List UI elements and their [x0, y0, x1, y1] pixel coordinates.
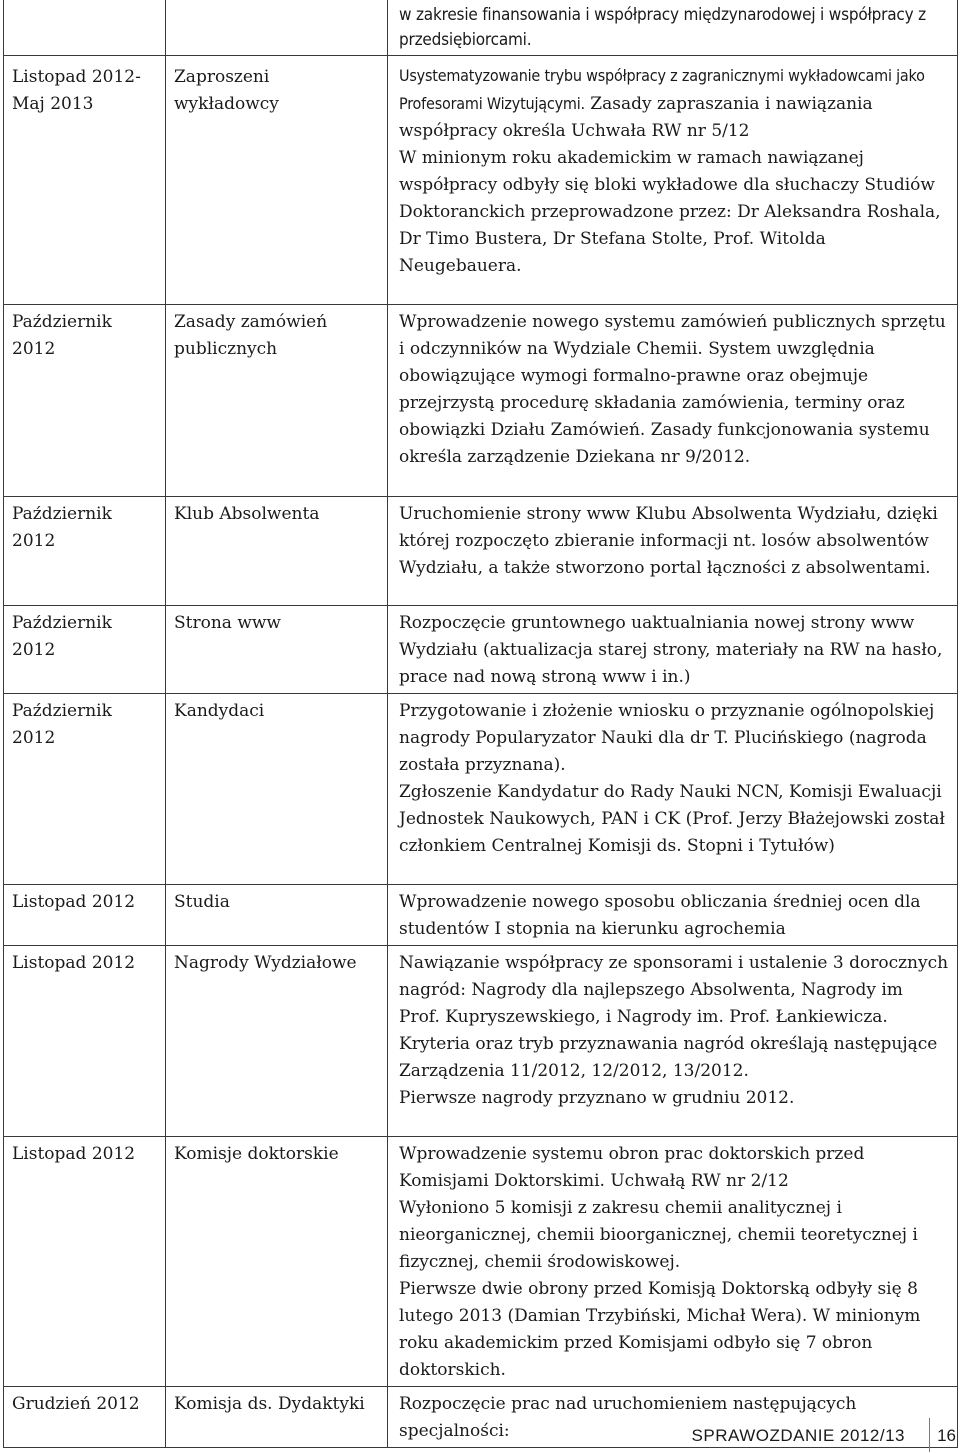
topic-cell: Strona www — [166, 606, 388, 694]
table-row — [4, 694, 958, 885]
report-table — [3, 0, 958, 1448]
description-paragraph: Uruchomienie strony www Klubu Absolwenta Wydziału, dzięki której rozpoczęto zbieranie informacji nt. losów absolwentów Wydziału, a także stworzono portal łączności z absolwentami. — [399, 504, 938, 578]
date-cell: Listopad 2012 — [4, 1137, 166, 1387]
description-paragraph: Pierwsze dwie obrony przed Komisją Doktorską odbyły się 8 lutego 2013 (Damian Trzybiński, Michał Wera). W minionym roku akademickim przed Komisjami odbyło się 7 obron doktorskich. — [399, 1279, 921, 1380]
date-cell — [4, 0, 166, 56]
description-cell — [388, 885, 958, 946]
description-paragraph: W minionym roku akademickim w ramach nawiązanej współpracy odbyły się bloki wykładowe dla słuchaczy Studiów Doktoranckich przeprowadzone przez: Dr Aleksandra Roshala, Dr Timo Bustera, Dr Stefana Stolte, Prof. Witolda Neugebauera. — [399, 148, 941, 276]
description-cell — [388, 1137, 958, 1387]
date-cell: Listopad 2012- Maj 2013 — [4, 56, 166, 305]
table-row — [4, 1137, 958, 1387]
topic-cell: Kandydaci — [166, 694, 388, 885]
date-cell: Grudzień 2012 — [4, 1387, 166, 1448]
description-cell — [388, 56, 958, 305]
date-cell: Listopad 2012 — [4, 946, 166, 1137]
topic-cell: Studia — [166, 885, 388, 946]
page-footer — [660, 1418, 960, 1452]
description-cell — [388, 0, 958, 56]
date-cell: Listopad 2012 — [4, 885, 166, 946]
description-paragraph: Wprowadzenie nowego systemu zamówień publicznych sprzętu i odczynników na Wydziale Chemii. System uwzględnia obowiązujące wymogi formalno-prawne oraz obejmuje przejrzystą procedurę składania zamówienia, terminy oraz obowiązki Działu Zamówień. Zasady funkcjonowania systemu określa zarządzenie Dziekana nr 9/2012. — [399, 312, 946, 467]
topic-cell: Zaproszeni wykładowcy — [166, 56, 388, 305]
topic-cell: Komisje doktorskie — [166, 1137, 388, 1387]
description-paragraph: Pierwsze nagrody przyznano w grudniu 2012. — [399, 1088, 795, 1108]
description-paragraph: Usystematyzowanie trybu współpracy z zagranicznymi wykładowcami jako Profesorami Wizytującymi. — [399, 66, 925, 113]
description-cell — [388, 606, 958, 694]
report-title-footer: SPRAWOZDANIE 2012/13 — [691, 1426, 905, 1445]
description-paragraph: Wprowadzenie nowego sposobu obliczania średniej ocen dla studentów I stopnia na kierunku agrochemia — [399, 892, 921, 939]
table-row — [4, 885, 958, 946]
description-cell — [388, 305, 958, 497]
date-cell: Październik 2012 — [4, 497, 166, 606]
table-row — [4, 56, 958, 305]
description-cell — [388, 694, 958, 885]
table-row — [4, 946, 958, 1137]
description-paragraph: Zgłoszenie Kandydatur do Rady Nauki NCN, Komisji Ewaluacji Jednostek Naukowych, PAN i CK (Prof. Jerzy Błażejowski został członkiem Centralnej Komisji ds. Stopni i Tytułów) — [399, 782, 945, 856]
footer-divider — [929, 1418, 930, 1452]
topic-cell — [166, 0, 388, 56]
topic-cell: Komisja ds. Dydaktyki — [166, 1387, 388, 1448]
description-paragraph: Wyłoniono 5 komisji z zakresu chemii analitycznej i nieorganicznej, chemii bioorganicznej, chemii teoretycznej i fizycznej, chemii środowiskowej. — [399, 1198, 918, 1272]
description-paragraph: w zakresie finansowania i współpracy międzynarodowej i współpracy z przedsiębiorcami. — [399, 5, 926, 50]
table-row — [4, 497, 958, 606]
description-cell — [388, 497, 958, 606]
topic-cell: Klub Absolwenta — [166, 497, 388, 606]
table-row — [4, 305, 958, 497]
topic-cell: Zasady zamówień publicznych — [166, 305, 388, 497]
description-paragraph: Zasady zapraszania i nawiązania współpracy określa Uchwała RW nr 5/12 — [399, 94, 873, 141]
date-cell: Październik 2012 — [4, 305, 166, 497]
date-cell: Październik 2012 — [4, 606, 166, 694]
page-number: 16 — [937, 1426, 956, 1445]
description-paragraph: Nawiązanie współpracy ze sponsorami i ustalenie 3 dorocznych nagród: Nagrody dla najlepszego Absolwenta, Nagrody im Prof. Kupryszewskiego, i Nagrody im. Prof. Łankiewicza. Kryteria oraz tryb przyznawania nagród określają następujące Zarządzenia 11/2012, 12/2012, 13/2012. — [399, 953, 949, 1081]
description-paragraph: Przygotowanie i złożenie wniosku o przyznanie ogólnopolskiej nagrody Popularyzator Nauki dla dr T. Plucińskiego (nagroda została przyznana). — [399, 701, 935, 775]
description-cell — [388, 946, 958, 1137]
topic-cell: Nagrody Wydziałowe — [166, 946, 388, 1137]
description-paragraph: Rozpoczęcie prac nad uruchomieniem następujących specjalności: — [399, 1394, 857, 1441]
description-paragraph: Rozpoczęcie gruntownego uaktualniania nowej strony www Wydziału (aktualizacja starej strony, materiały na RW na hasło, prace nad nową stroną www i in.) — [399, 613, 943, 687]
description-paragraph: Wprowadzenie systemu obron prac doktorskich przed Komisjami Doktorskimi. Uchwałą RW nr 2/12 — [399, 1144, 865, 1191]
table-row — [4, 606, 958, 694]
table-row — [4, 0, 958, 56]
date-cell: Październik 2012 — [4, 694, 166, 885]
